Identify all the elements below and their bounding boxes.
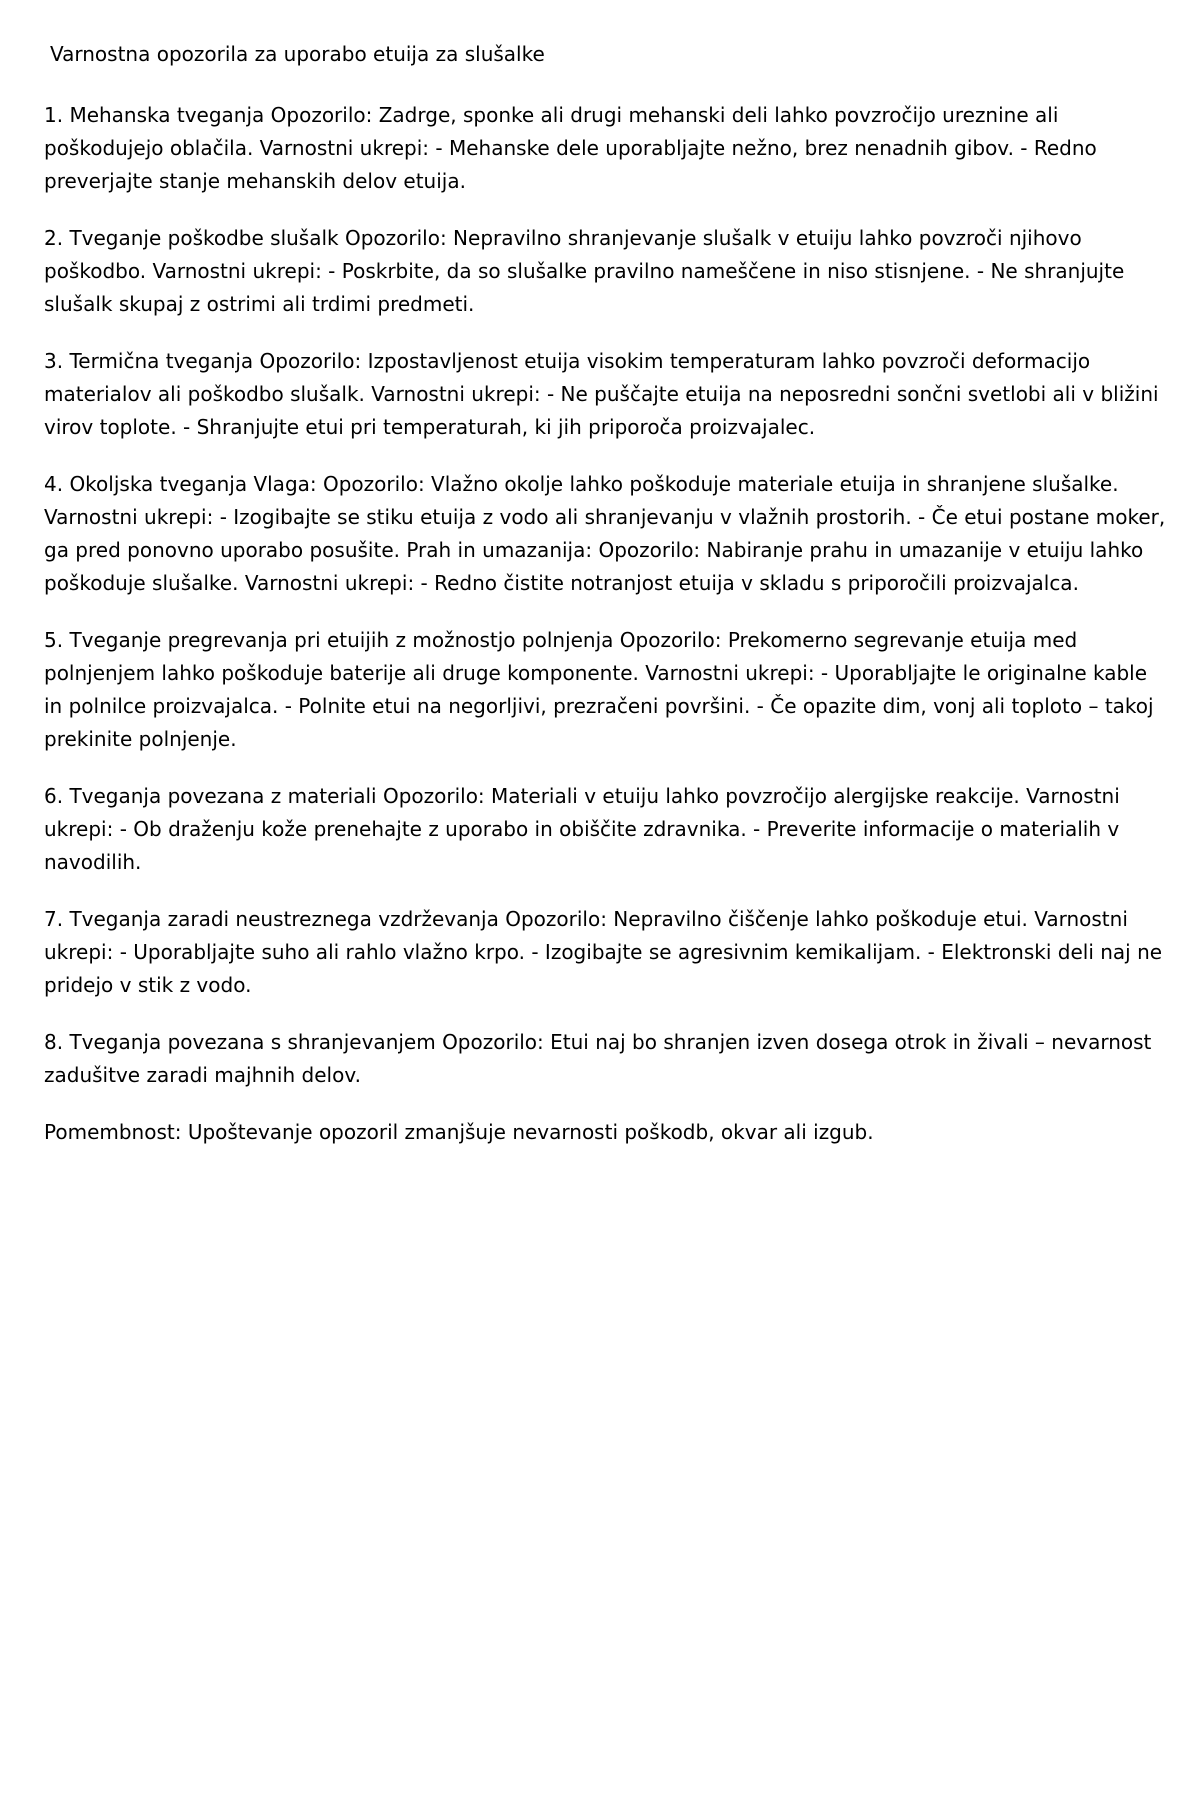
paragraph-storage-risks: 8. Tveganja povezana s shranjevanjem Opozorilo: Etui naj bo shranjen izven dosega otrok in živali – nevarnost zadušitve zaradi majhnih delov. — [44, 1030, 1152, 1087]
importance-note: Pomembnost: Upoštevanje opozoril zmanjšuje nevarnosti poškodb, okvar ali izgub. — [44, 1120, 874, 1144]
paragraph-overheating-risk: 5. Tveganje pregrevanja pri etuijih z možnostjo polnjenja Opozorilo: Prekomerno segrevanje etuija med polnjenjem lahko poškoduje baterije ali druge komponente. Varnostni ukrepi: - Uporabljajte le originalne kable in polnilce proizvajalca. - Polnite etui na negorljivi, prezračeni površini. - Če opazite dim, vonj ali toploto – takoj prekinite polnjenje. — [44, 628, 1154, 751]
paragraph-material-risks: 6. Tveganja povezana z materiali Opozorilo: Materiali v etuiju lahko povzročijo alergijske reakcije. Varnostni ukrepi: - Ob draženju kože prenehajte z uporabo in obiščite zdravnika. - Preverite informacije o materialih v navodilih. — [44, 784, 1120, 874]
paragraph-thermal-risks: 3. Termična tveganja Opozorilo: Izpostavljenost etuija visokim temperaturam lahko povzroči deformacijo materialov ali poškodbo slušalk. Varnostni ukrepi: - Ne puščajte etuija na neposredni sončni svetlobi ali v bližini virov toplote. - Shranjujte etui pri temperaturah, ki jih priporoča proizvajalec. — [44, 349, 1159, 439]
paragraph-environmental-risks: 4. Okoljska tveganja Vlaga: Opozorilo: Vlažno okolje lahko poškoduje materiale etuija in shranjene slušalke. Varnostni ukrepi: - Izogibajte se stiku etuija z vodo ali shranjevanju v vlažnih prostorih. - Če etui postane moker, ga pred ponovno uporabo posušite. Prah in umazanija: Opozorilo: Nabiranje prahu in umazanije v etuiju lahko poškoduje slušalke. Varnostni ukrepi: - Redno čistite notranjost etuija v skladu s priporočili proizvajalca. — [44, 472, 1166, 595]
paragraph-maintenance-risks: 7. Tveganja zaradi neustreznega vzdrževanja Opozorilo: Nepravilno čiščenje lahko poškoduje etui. Varnostni ukrepi: - Uporabljajte suho ali rahlo vlažno krpo. - Izogibajte se agresivnim kemikalijam. - Elektronski deli naj ne pridejo v stik z vodo. — [44, 907, 1163, 997]
document-title: Varnostna opozorila za uporabo etuija za slušalke — [50, 42, 545, 66]
paragraph-mechanical-risks: 1. Mehanska tveganja Opozorilo: Zadrge, sponke ali drugi mehanski deli lahko povzročijo ureznine ali poškodujejo oblačila. Varnostni ukrepi: - Mehanske dele uporabljajte nežno, brez nenadnih gibov. - Redno preverjajte stanje mehanskih delov etuija. — [44, 103, 1097, 193]
paragraph-headphone-damage-risk: 2. Tveganje poškodbe slušalk Opozorilo: Nepravilno shranjevanje slušalk v etuiju lahko povzroči njihovo poškodbo. Varnostni ukrepi: - Poskrbite, da so slušalke pravilno nameščene in niso stisnjene. - Ne shranjujte slušalk skupaj z ostrimi ali trdimi predmeti. — [44, 226, 1125, 316]
